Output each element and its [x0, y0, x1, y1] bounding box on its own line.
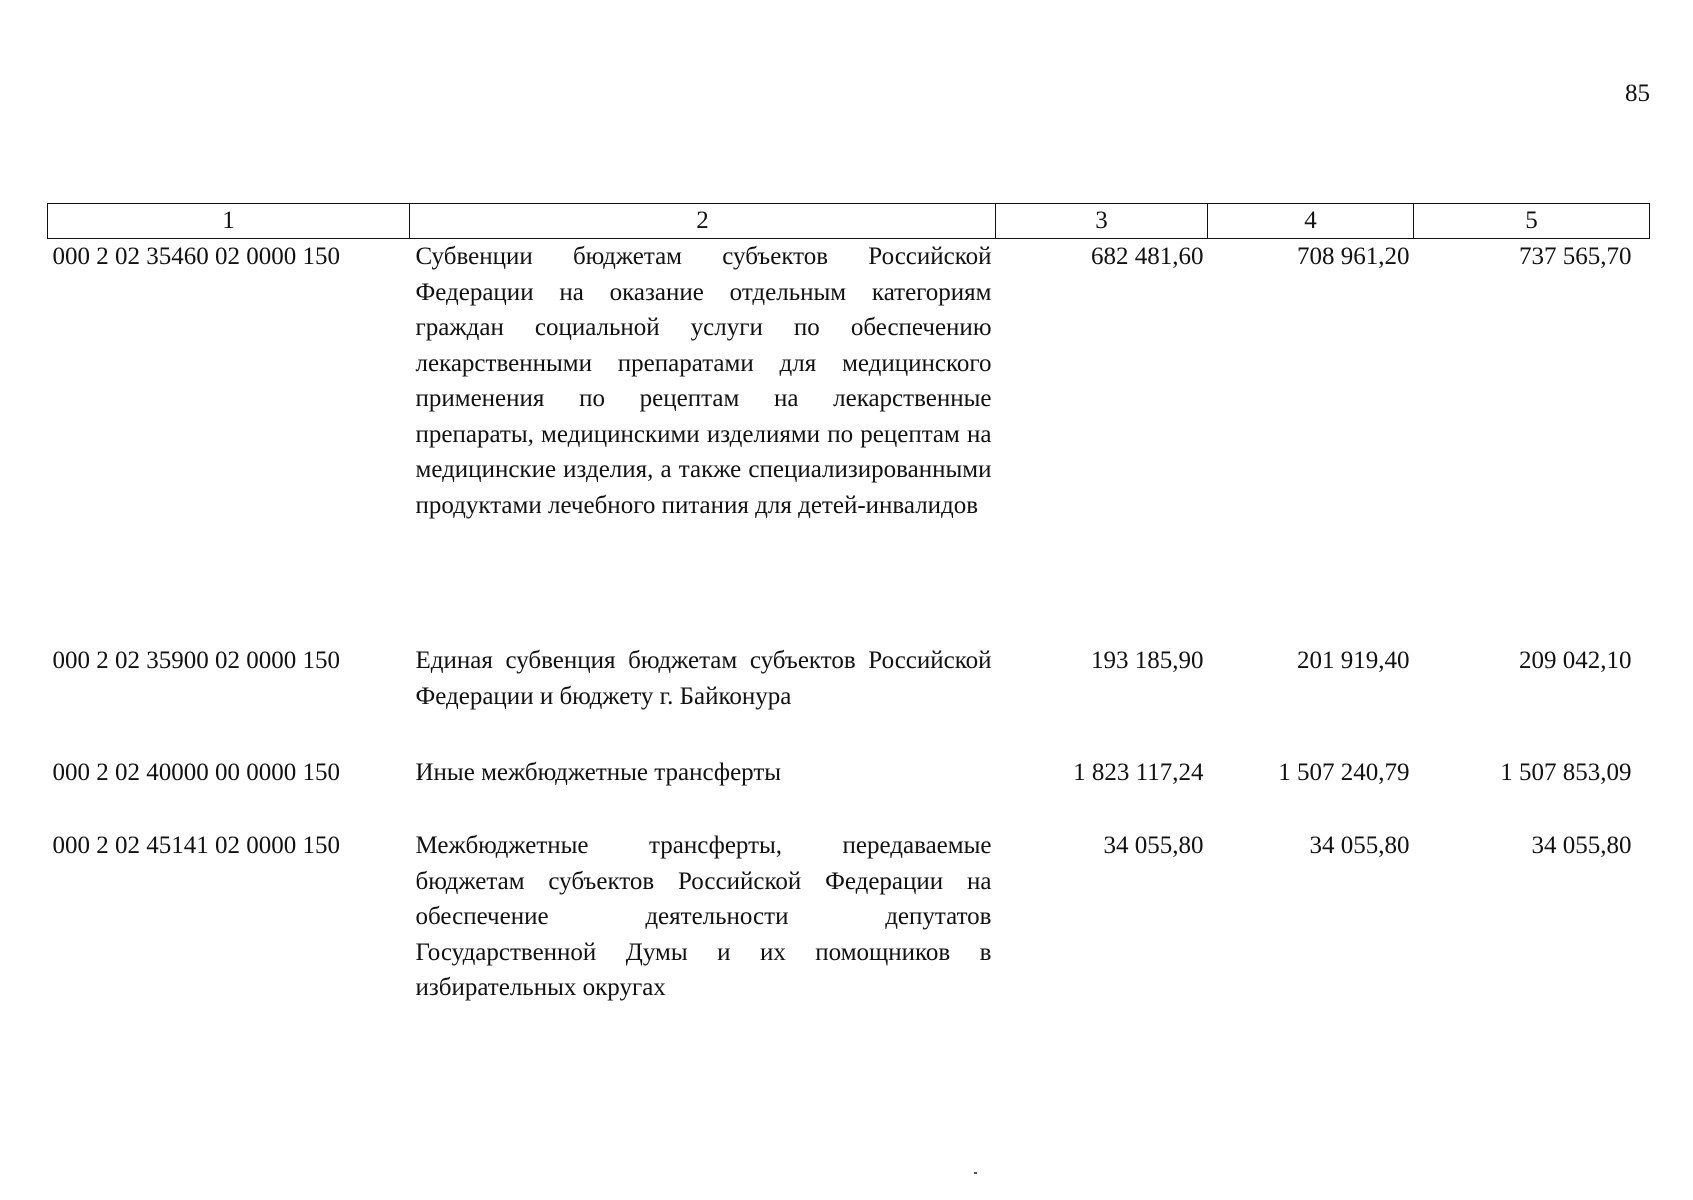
- amount-col5-cell: 1 507 853,09: [1500, 759, 1632, 786]
- budget-code-cell: 000 2 02 40000 00 0000 150: [52, 759, 340, 786]
- header-cell-1: 1: [48, 204, 410, 239]
- amount-col5-cell: 209 042,10: [1519, 647, 1632, 674]
- header-cell-2: 2: [410, 204, 996, 239]
- budget-code-cell: 000 2 02 35460 02 0000 150: [52, 243, 340, 270]
- header-cell-5: 5: [1414, 204, 1650, 239]
- amount-col4-cell: 1 507 240,79: [1278, 759, 1410, 786]
- header-cell-3: 3: [996, 204, 1208, 239]
- table-row: [48, 643, 1650, 755]
- amount-col3-cell: 193 185,90: [1091, 647, 1204, 674]
- income-name-cell: Иные межбюджетные трансферты: [415, 759, 782, 786]
- income-name-cell: Единая субвенция бюджетам субъектов Российской Федерации и бюджету г. Байконура: [415, 647, 992, 710]
- table-row: [48, 828, 1650, 1008]
- table-row: [48, 755, 1650, 828]
- amount-col3-cell: 1 823 117,24: [1073, 759, 1204, 786]
- income-name-cell: Субвенции бюджетам субъектов Российской Федерации на оказание отдельным категориям граждан социальной услуги по обеспечению лекарственными препаратами для медицинского применения по рецептам на лекарственные препараты, медицинскими изделиями по рецептам на медицинские изделия, а также специализированными продуктами лечебного питания для детей-инвалидов: [415, 243, 992, 519]
- budget-code-cell: 000 2 02 45141 02 0000 150: [52, 832, 340, 859]
- budget-code-cell: 000 2 02 35900 02 0000 150: [52, 647, 340, 674]
- amount-col3-cell: 682 481,60: [1091, 243, 1204, 270]
- amount-col4-cell: 34 055,80: [1309, 832, 1410, 859]
- scan-speck: [974, 1172, 977, 1174]
- amount-col4-cell: 708 961,20: [1297, 243, 1410, 270]
- header-cell-4: 4: [1208, 204, 1414, 239]
- header-row: [48, 204, 1650, 239]
- page-number: 85: [1625, 80, 1650, 107]
- amount-col5-cell: 34 055,80: [1531, 832, 1632, 859]
- budget-table: [47, 203, 1650, 1008]
- table-row: [48, 239, 1650, 644]
- income-name-cell: Межбюджетные трансферты, передаваемые бюджетам субъектов Российской Федерации на обеспечение деятельности депутатов Государственной Думы и их помощников в избирательных округах: [415, 832, 992, 1001]
- amount-col4-cell: 201 919,40: [1297, 647, 1410, 674]
- amount-col5-cell: 737 565,70: [1519, 243, 1632, 270]
- amount-col3-cell: 34 055,80: [1103, 832, 1204, 859]
